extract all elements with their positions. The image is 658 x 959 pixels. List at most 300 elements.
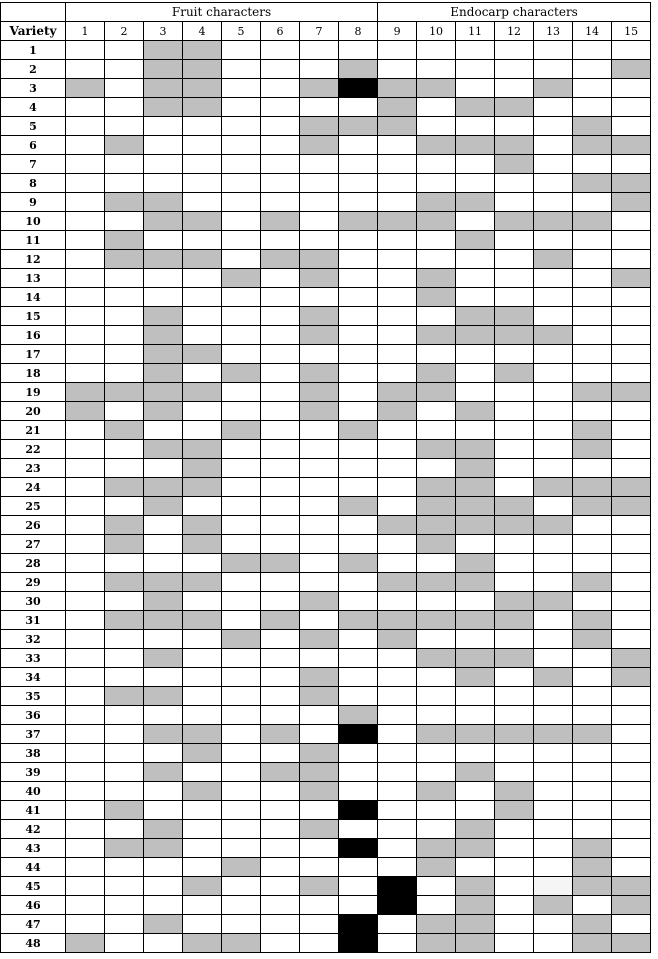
character-cell: [66, 934, 105, 953]
character-cell: [261, 706, 300, 725]
character-cell: [612, 611, 651, 630]
character-cell: [417, 212, 456, 231]
character-cell: [456, 231, 495, 250]
character-cell: [183, 440, 222, 459]
character-cell: [456, 744, 495, 763]
character-cell: [573, 41, 612, 60]
character-cell: [144, 516, 183, 535]
character-cell: [339, 41, 378, 60]
character-cell: [261, 117, 300, 136]
character-cell: [339, 478, 378, 497]
character-cell: [378, 877, 417, 896]
table-row: [1, 535, 651, 554]
character-cell: [339, 250, 378, 269]
character-cell: [612, 421, 651, 440]
character-cell: [534, 117, 573, 136]
character-cell: [183, 98, 222, 117]
column-header-7: 7: [300, 22, 339, 41]
character-cell: [534, 744, 573, 763]
character-cell: [378, 174, 417, 193]
character-cell: [222, 535, 261, 554]
character-cell: [612, 649, 651, 668]
table-row: [1, 117, 651, 136]
character-cell: [300, 934, 339, 953]
character-cell: [456, 307, 495, 326]
character-cell: [300, 877, 339, 896]
variety-label: 44: [1, 858, 66, 877]
variety-label: 10: [1, 212, 66, 231]
table-row: [1, 60, 651, 79]
character-cell: [105, 345, 144, 364]
character-cell: [105, 687, 144, 706]
table-row: [1, 497, 651, 516]
character-cell: [261, 174, 300, 193]
character-cell: [573, 934, 612, 953]
character-cell: [456, 364, 495, 383]
character-cell: [183, 345, 222, 364]
character-cell: [456, 497, 495, 516]
character-cell: [222, 839, 261, 858]
table-row: [1, 934, 651, 953]
character-cell: [222, 212, 261, 231]
character-cell: [495, 858, 534, 877]
character-cell: [495, 364, 534, 383]
corner-cell: [1, 3, 66, 22]
character-cell: [66, 459, 105, 478]
character-cell: [300, 801, 339, 820]
character-cell: [222, 250, 261, 269]
endocarp-characters-header: Endocarp characters: [378, 3, 651, 22]
character-cell: [339, 630, 378, 649]
character-cell: [612, 896, 651, 915]
character-cell: [339, 269, 378, 288]
character-cell: [183, 858, 222, 877]
variety-label: 29: [1, 573, 66, 592]
character-cell: [144, 573, 183, 592]
character-cell: [300, 383, 339, 402]
character-cell: [573, 459, 612, 478]
character-cell: [612, 212, 651, 231]
variety-label: 27: [1, 535, 66, 554]
character-cell: [417, 421, 456, 440]
character-cell: [105, 174, 144, 193]
variety-label: 1: [1, 41, 66, 60]
character-cell: [339, 136, 378, 155]
character-cell: [417, 79, 456, 98]
character-cell: [222, 402, 261, 421]
character-cell: [222, 117, 261, 136]
character-cell: [378, 60, 417, 79]
character-cell: [456, 478, 495, 497]
character-cell: [417, 269, 456, 288]
character-cell: [573, 440, 612, 459]
character-cell: [144, 79, 183, 98]
table-row: [1, 364, 651, 383]
character-cell: [456, 326, 495, 345]
character-cell: [105, 573, 144, 592]
character-cell: [378, 573, 417, 592]
character-cell: [417, 877, 456, 896]
character-cell: [456, 839, 495, 858]
character-cell: [261, 383, 300, 402]
character-cell: [261, 687, 300, 706]
character-cell: [417, 744, 456, 763]
character-cell: [339, 497, 378, 516]
character-cell: [417, 250, 456, 269]
character-cell: [222, 478, 261, 497]
table-row: [1, 155, 651, 174]
character-cell: [456, 79, 495, 98]
character-cell: [339, 98, 378, 117]
character-cell: [144, 554, 183, 573]
character-cell: [378, 592, 417, 611]
character-cell: [144, 934, 183, 953]
character-cell: [573, 307, 612, 326]
character-cell: [534, 41, 573, 60]
character-cell: [144, 269, 183, 288]
character-cell: [300, 535, 339, 554]
character-cell: [222, 326, 261, 345]
character-cell: [339, 896, 378, 915]
character-cell: [66, 497, 105, 516]
character-cell: [300, 421, 339, 440]
character-cell: [378, 250, 417, 269]
character-cell: [456, 915, 495, 934]
character-cell: [339, 877, 378, 896]
character-cell: [144, 839, 183, 858]
character-cell: [261, 345, 300, 364]
character-cell: [378, 630, 417, 649]
character-cell: [378, 934, 417, 953]
character-cell: [417, 649, 456, 668]
character-cell: [573, 839, 612, 858]
character-cell: [144, 307, 183, 326]
character-cell: [261, 478, 300, 497]
character-cell: [144, 174, 183, 193]
table-row: [1, 573, 651, 592]
character-cell: [300, 554, 339, 573]
character-cell: [573, 554, 612, 573]
character-cell: [144, 41, 183, 60]
character-cell: [66, 402, 105, 421]
character-cell: [417, 611, 456, 630]
character-cell: [417, 345, 456, 364]
character-cell: [261, 421, 300, 440]
character-cell: [417, 98, 456, 117]
character-cell: [339, 383, 378, 402]
group-header-row: [1, 3, 651, 22]
character-cell: [612, 60, 651, 79]
character-cell: [261, 592, 300, 611]
character-cell: [339, 212, 378, 231]
character-cell: [261, 877, 300, 896]
table-row: [1, 250, 651, 269]
character-cell: [495, 459, 534, 478]
character-cell: [222, 98, 261, 117]
variety-label: 5: [1, 117, 66, 136]
character-cell: [261, 801, 300, 820]
character-cell: [612, 858, 651, 877]
character-cell: [222, 364, 261, 383]
character-cell: [534, 763, 573, 782]
character-cell: [612, 364, 651, 383]
character-cell: [573, 136, 612, 155]
character-cell: [300, 288, 339, 307]
character-cell: [66, 535, 105, 554]
variety-label: 14: [1, 288, 66, 307]
character-cell: [183, 877, 222, 896]
character-cell: [222, 934, 261, 953]
character-cell: [222, 345, 261, 364]
character-cell: [612, 307, 651, 326]
character-cell: [534, 801, 573, 820]
character-cell: [495, 440, 534, 459]
character-cell: [300, 839, 339, 858]
variety-label: 18: [1, 364, 66, 383]
variety-label: 8: [1, 174, 66, 193]
character-cell: [261, 573, 300, 592]
character-cell: [417, 307, 456, 326]
character-cell: [495, 725, 534, 744]
variety-label: 9: [1, 193, 66, 212]
character-cell: [495, 554, 534, 573]
character-cell: [456, 136, 495, 155]
character-cell: [300, 611, 339, 630]
character-cell: [66, 326, 105, 345]
character-cell: [105, 478, 144, 497]
table-row: [1, 174, 651, 193]
character-cell: [339, 858, 378, 877]
character-cell: [222, 896, 261, 915]
character-cell: [534, 896, 573, 915]
character-cell: [144, 250, 183, 269]
character-cell: [144, 440, 183, 459]
character-cell: [261, 402, 300, 421]
character-cell: [495, 117, 534, 136]
character-cell: [66, 668, 105, 687]
character-cell: [456, 459, 495, 478]
character-cell: [300, 820, 339, 839]
table-row: [1, 725, 651, 744]
character-cell: [144, 60, 183, 79]
column-number-row: [1, 22, 651, 41]
character-cell: [456, 934, 495, 953]
variety-label: 38: [1, 744, 66, 763]
character-cell: [66, 573, 105, 592]
character-cell: [417, 383, 456, 402]
character-cell: [495, 706, 534, 725]
character-cell: [105, 326, 144, 345]
character-cell: [261, 763, 300, 782]
table-row: [1, 326, 651, 345]
character-cell: [534, 611, 573, 630]
character-cell: [495, 877, 534, 896]
variety-label: 17: [1, 345, 66, 364]
character-cell: [534, 687, 573, 706]
character-cell: [378, 136, 417, 155]
character-cell: [456, 174, 495, 193]
character-cell: [495, 611, 534, 630]
character-cell: [495, 820, 534, 839]
character-cell: [261, 364, 300, 383]
character-cell: [573, 193, 612, 212]
variety-label: 45: [1, 877, 66, 896]
character-cell: [339, 364, 378, 383]
character-cell: [261, 459, 300, 478]
character-cell: [573, 516, 612, 535]
character-cell: [495, 345, 534, 364]
variety-label: 19: [1, 383, 66, 402]
character-cell: [261, 554, 300, 573]
character-cell: [66, 421, 105, 440]
character-cell: [261, 212, 300, 231]
character-cell: [612, 763, 651, 782]
character-cell: [534, 573, 573, 592]
table-row: [1, 820, 651, 839]
table-row: [1, 440, 651, 459]
character-cell: [105, 896, 144, 915]
character-cell: [573, 573, 612, 592]
character-cell: [66, 763, 105, 782]
character-cell: [534, 250, 573, 269]
character-cell: [144, 668, 183, 687]
character-cell: [66, 706, 105, 725]
character-cell: [612, 706, 651, 725]
character-cell: [300, 136, 339, 155]
character-cell: [378, 41, 417, 60]
character-cell: [300, 782, 339, 801]
character-cell: [612, 231, 651, 250]
character-cell: [456, 98, 495, 117]
character-cell: [417, 155, 456, 174]
character-cell: [456, 668, 495, 687]
character-cell: [66, 345, 105, 364]
character-cell: [495, 136, 534, 155]
character-cell: [339, 820, 378, 839]
character-cell: [144, 212, 183, 231]
character-cell: [105, 763, 144, 782]
character-cell: [339, 725, 378, 744]
variety-label: 13: [1, 269, 66, 288]
character-cell: [456, 592, 495, 611]
character-cell: [222, 288, 261, 307]
character-cell: [261, 744, 300, 763]
variety-label: 25: [1, 497, 66, 516]
character-cell: [105, 535, 144, 554]
character-cell: [378, 79, 417, 98]
table-row: [1, 402, 651, 421]
character-cell: [378, 459, 417, 478]
character-cell: [183, 535, 222, 554]
character-cell: [300, 478, 339, 497]
character-cell: [105, 592, 144, 611]
character-cell: [534, 497, 573, 516]
character-cell: [339, 706, 378, 725]
character-cell: [495, 782, 534, 801]
character-cell: [222, 858, 261, 877]
character-cell: [339, 440, 378, 459]
character-cell: [339, 459, 378, 478]
character-cell: [144, 497, 183, 516]
character-cell: [456, 687, 495, 706]
variety-label: 7: [1, 155, 66, 174]
character-cell: [339, 516, 378, 535]
table-row: [1, 421, 651, 440]
character-cell: [66, 288, 105, 307]
character-cell: [339, 307, 378, 326]
character-cell: [495, 383, 534, 402]
column-header-15: 15: [612, 22, 651, 41]
character-cell: [105, 193, 144, 212]
table-body: [1, 41, 651, 953]
character-cell: [378, 421, 417, 440]
character-cell: [222, 782, 261, 801]
character-cell: [417, 896, 456, 915]
character-cell: [495, 744, 534, 763]
character-cell: [534, 516, 573, 535]
character-cell: [573, 155, 612, 174]
table-row: [1, 592, 651, 611]
character-cell: [573, 915, 612, 934]
character-cell: [300, 345, 339, 364]
character-cell: [66, 649, 105, 668]
character-cell: [456, 820, 495, 839]
character-cell: [66, 687, 105, 706]
character-cell: [66, 915, 105, 934]
character-cell: [144, 687, 183, 706]
character-cell: [300, 763, 339, 782]
character-cell: [573, 402, 612, 421]
column-header-10: 10: [417, 22, 456, 41]
character-cell: [300, 174, 339, 193]
character-cell: [495, 212, 534, 231]
character-cell: [339, 668, 378, 687]
character-cell: [378, 801, 417, 820]
variety-label: 26: [1, 516, 66, 535]
character-cell: [378, 364, 417, 383]
character-cell: [105, 611, 144, 630]
table-row: [1, 554, 651, 573]
variety-label: 30: [1, 592, 66, 611]
character-cell: [105, 630, 144, 649]
character-cell: [378, 725, 417, 744]
column-header-6: 6: [261, 22, 300, 41]
character-cell: [573, 174, 612, 193]
table-row: [1, 345, 651, 364]
character-cell: [339, 934, 378, 953]
character-cell: [222, 383, 261, 402]
variety-label: 39: [1, 763, 66, 782]
character-cell: [144, 345, 183, 364]
character-cell: [456, 117, 495, 136]
character-cell: [222, 41, 261, 60]
character-cell: [339, 744, 378, 763]
character-cell: [222, 744, 261, 763]
table-row: [1, 611, 651, 630]
character-cell: [612, 269, 651, 288]
character-cell: [378, 858, 417, 877]
character-cell: [612, 744, 651, 763]
character-cell: [378, 820, 417, 839]
character-cell: [105, 269, 144, 288]
character-cell: [612, 801, 651, 820]
character-cell: [105, 668, 144, 687]
character-cell: [300, 250, 339, 269]
character-cell: [222, 877, 261, 896]
character-cell: [573, 801, 612, 820]
character-cell: [339, 915, 378, 934]
character-cell: [105, 725, 144, 744]
